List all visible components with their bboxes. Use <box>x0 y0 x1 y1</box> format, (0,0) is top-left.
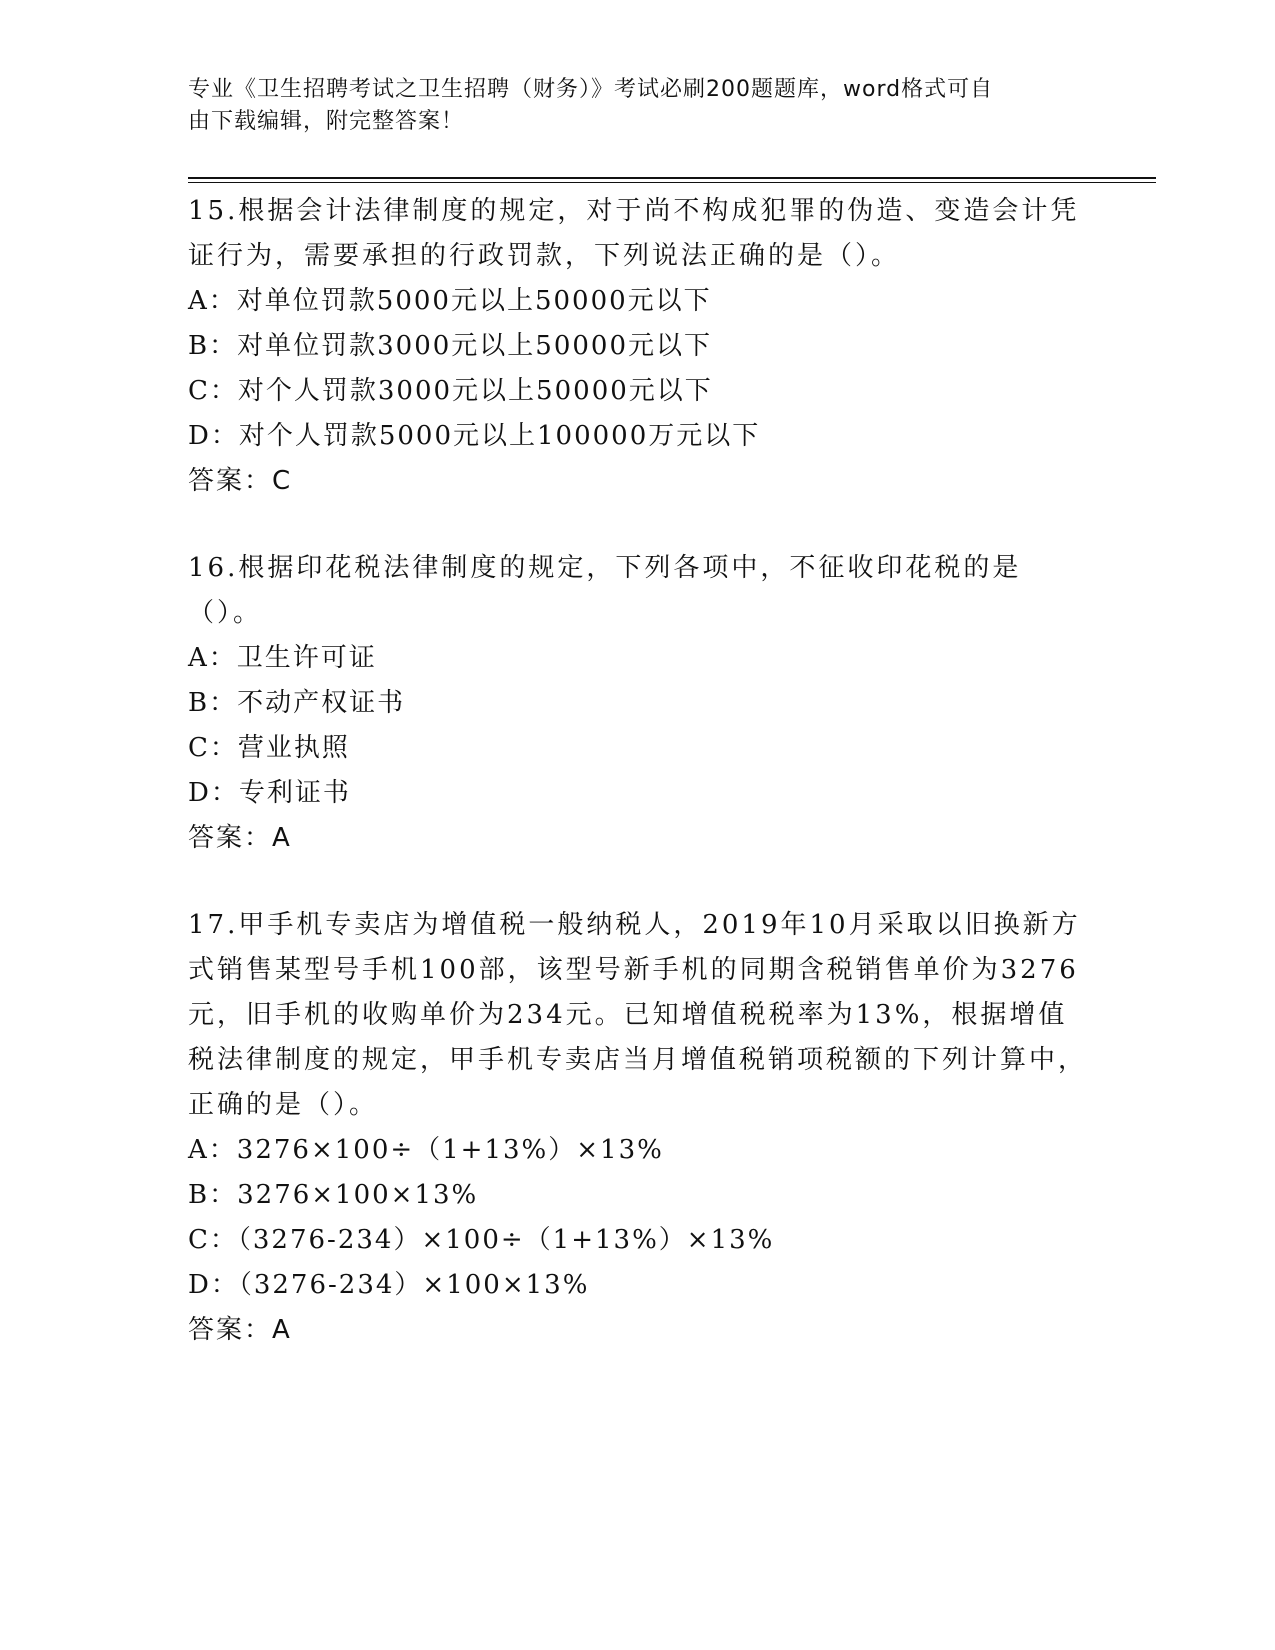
option-a: A：对单位罚款5000元以上50000元以下 <box>188 286 712 316</box>
header-line-2: 由下载编辑，附完整答案！ <box>188 109 465 134</box>
option-d: D：（3276-234）×100×13% <box>188 1270 590 1300</box>
option-c: C：对个人罚款3000元以上50000元以下 <box>188 376 713 406</box>
question-16 <box>188 546 1088 861</box>
answer-line: 答案：A <box>188 1315 292 1345</box>
option-b: B：3276×100×13% <box>188 1180 479 1210</box>
header-divider-thin <box>188 182 1156 183</box>
question-stem: 15.根据会计法律制度的规定，对于尚不构成犯罪的伪造、变造会计凭证行为，需要承担的行政罚款，下列说法正确的是（）。 <box>188 196 1080 271</box>
header-divider-thick <box>188 177 1156 179</box>
option-b: B：对单位罚款3000元以上50000元以下 <box>188 331 712 361</box>
question-stem: 17.甲手机专卖店为增值税一般纳税人，2019年10月采取以旧换新方式销售某型号手机100部，该型号新手机的同期含税销售单价为3276元，旧手机的收购单价为234元。已知增值税税率为13%，根据增值税法律制度的规定，甲手机专卖店当月增值税销项税额的下列计算中，正确的是（）。 <box>188 910 1088 1120</box>
option-c: C：营业执照 <box>188 733 350 763</box>
question-15 <box>188 189 1088 504</box>
option-d: D：对个人罚款5000元以上100000万元以下 <box>188 421 761 451</box>
header-line-1: 专业《卫生招聘考试之卫生招聘（财务）》考试必刷200题题库，word格式可自 <box>188 77 994 102</box>
option-b: B：不动产权证书 <box>188 688 406 718</box>
option-a: A：卫生许可证 <box>188 643 377 673</box>
document-header <box>188 74 1068 138</box>
question-stem: 16.根据印花税法律制度的规定，下列各项中，不征收印花税的是（）。 <box>188 553 1022 628</box>
answer-line: 答案：C <box>188 466 293 496</box>
question-17 <box>188 903 1088 1353</box>
option-c: C：（3276-234）×100÷（1+13%）×13% <box>188 1225 775 1255</box>
question-list <box>188 189 1088 1395</box>
option-a: A：3276×100÷（1+13%）×13% <box>188 1135 664 1165</box>
option-d: D：专利证书 <box>188 778 351 808</box>
answer-line: 答案：A <box>188 823 292 853</box>
